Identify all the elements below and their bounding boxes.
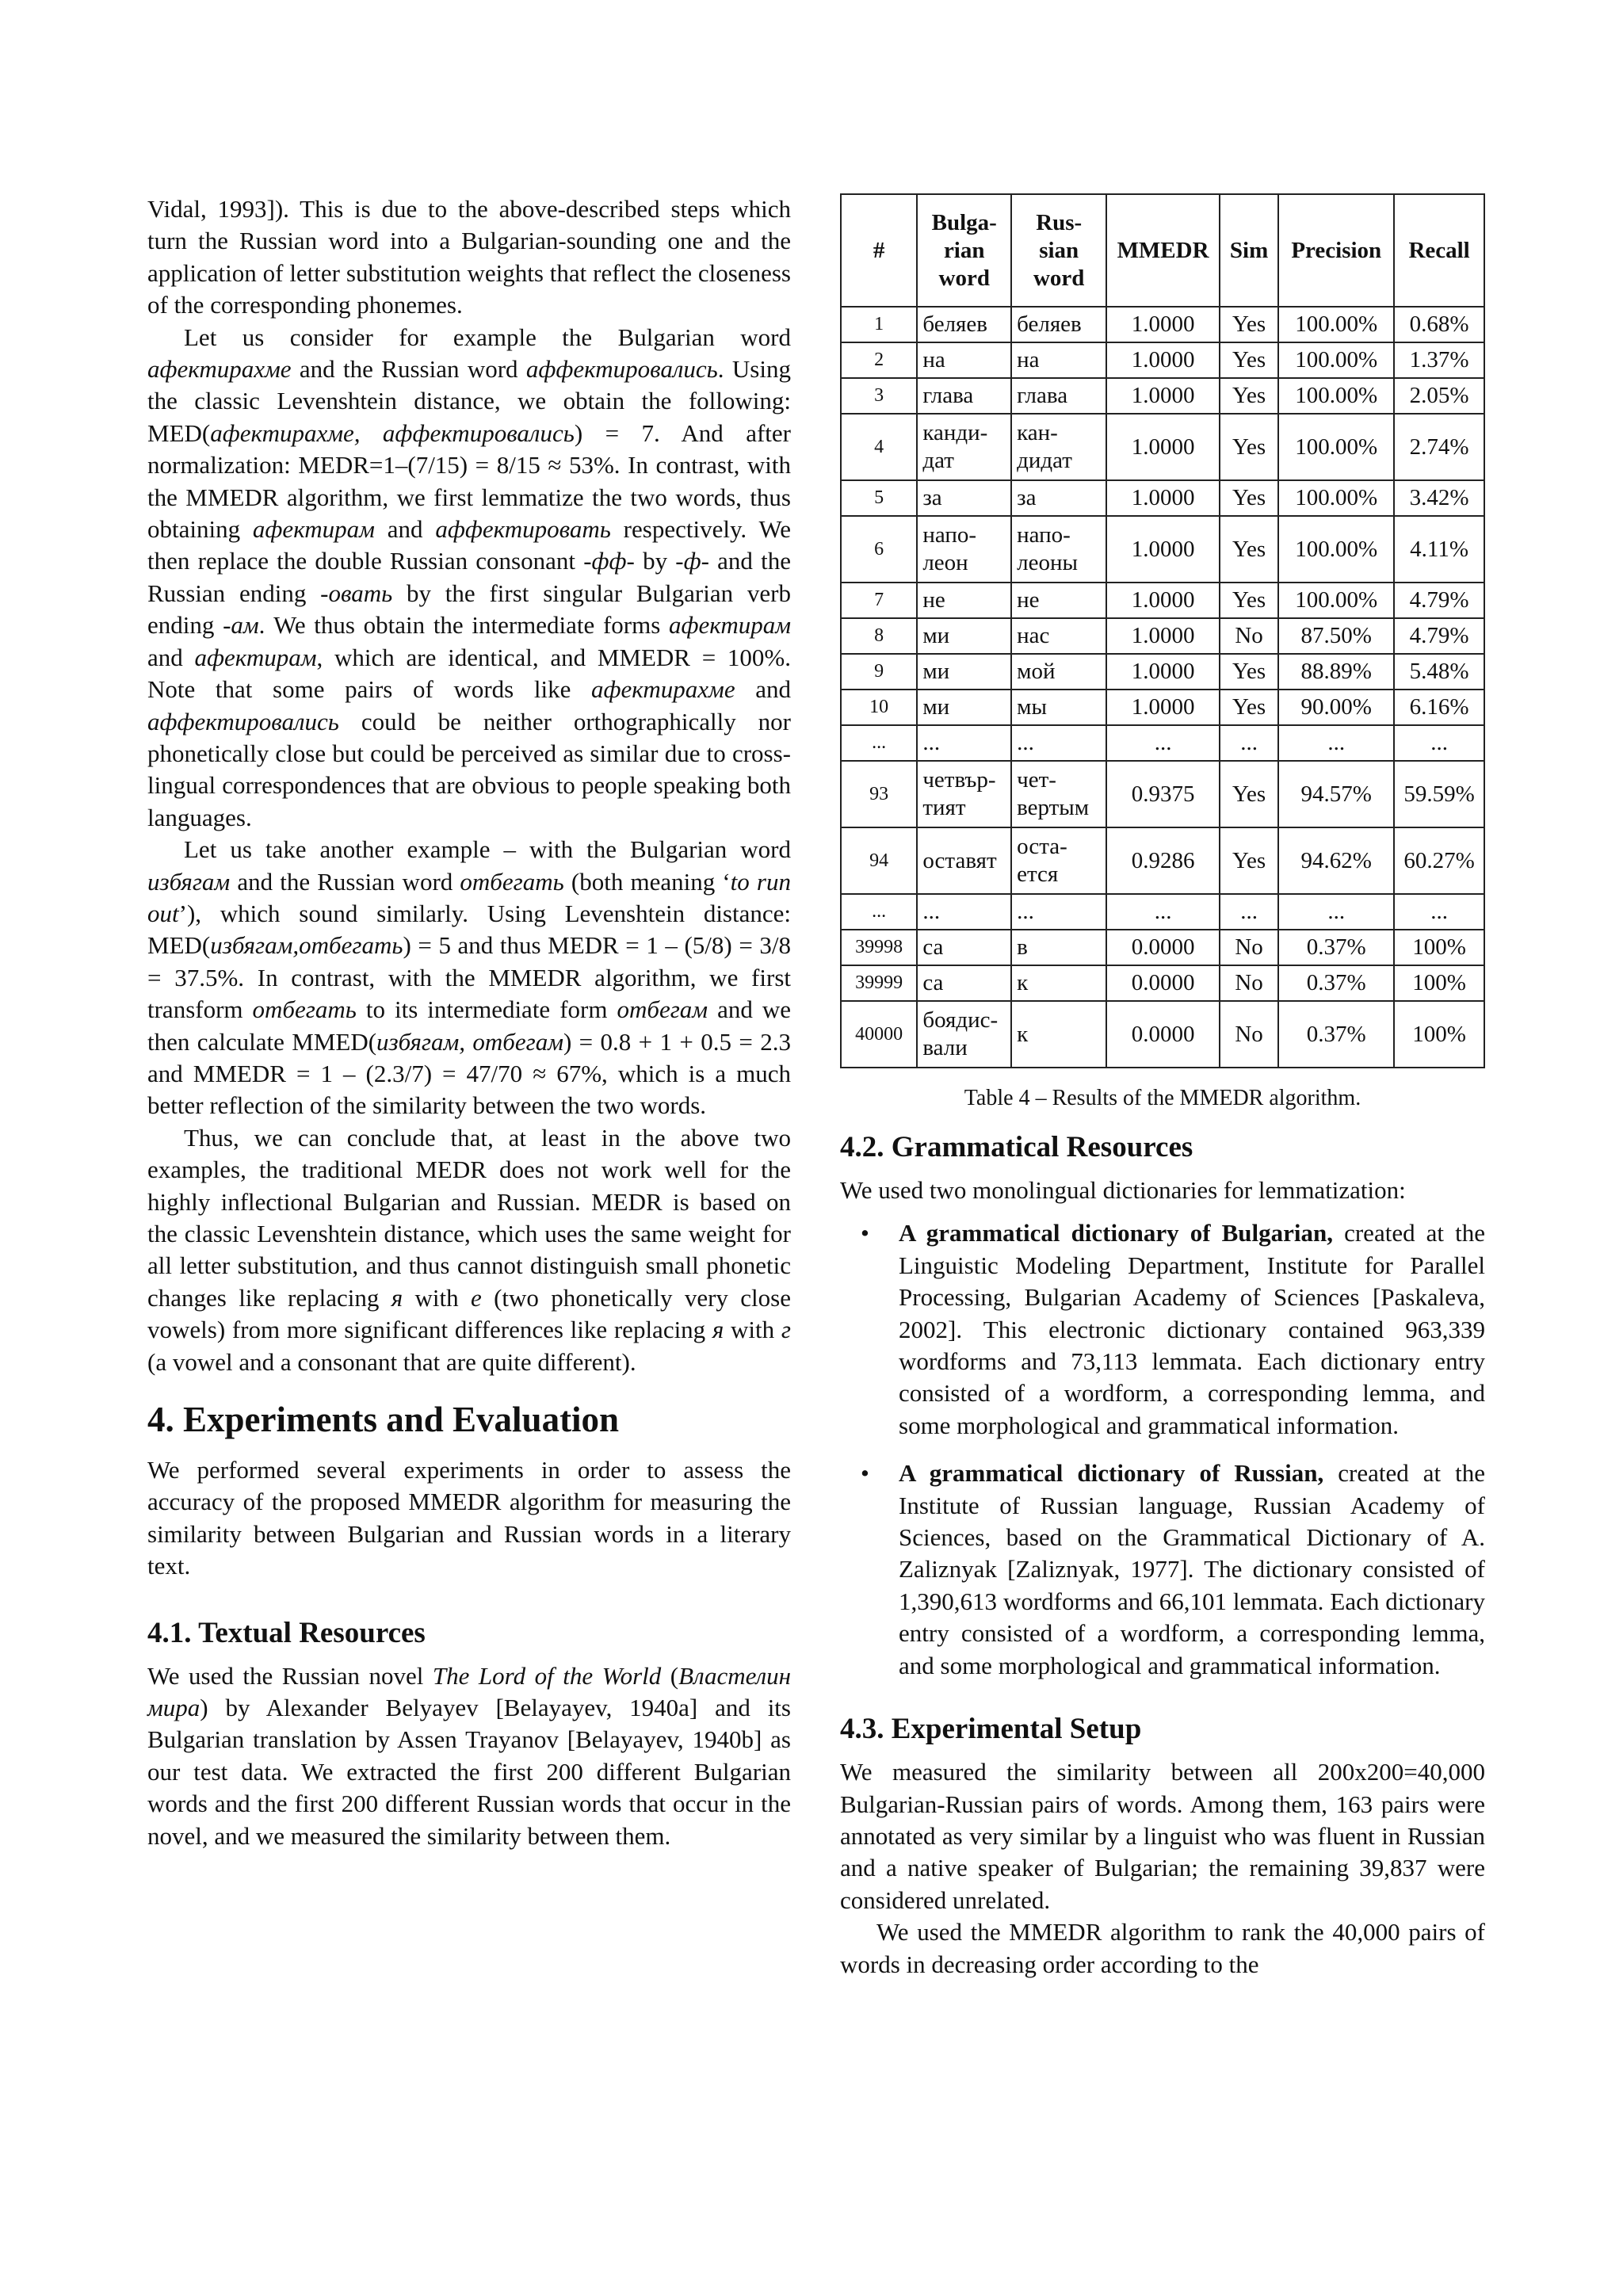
table-cell: 1	[841, 307, 917, 342]
table-cell: No	[1220, 618, 1279, 654]
table-cell: Yes	[1220, 583, 1279, 618]
table-cell: 3	[841, 378, 917, 414]
table-cell: кан-дидат	[1011, 414, 1106, 480]
paragraph-experimental-setup: We measured the similarity between all 200x200=40,000 Bulgarian-Russian pairs of words. Among them, 163 pairs were annotated as very similar by a linguist who was fluent in Russian and a native speaker of Bulgarian; the remaining 39,837 were considered unrelated.	[840, 1758, 1485, 1914]
table-cell: 0.37%	[1278, 930, 1394, 965]
table-cell: No	[1220, 930, 1279, 965]
table-row	[841, 827, 1484, 894]
table-row	[841, 307, 1484, 342]
table-cell: 6	[841, 516, 917, 583]
table-cell: за	[1011, 480, 1106, 516]
table-header-cell: Bulga-rian word	[917, 194, 1011, 307]
dictionary-list	[840, 1217, 1485, 1682]
table-cell: 1.0000	[1106, 618, 1220, 654]
table-cell: оставят	[917, 827, 1011, 894]
table-cell: Yes	[1220, 654, 1279, 690]
table-cell: 100.00%	[1278, 307, 1394, 342]
paragraph-conclusion: Thus, we can conclude that, at least in the above two examples, the traditional MEDR does not work well for the highly inflectional Bulgarian and Russian. MEDR is based on the classic Levenshtein distance, which uses the same weight for all letter substitution, and thus cannot distinguish small phonetic changes like replacing я with е (two phonetically very close vowels) from more significant differences like replacing я with г (a vowel and a consonant that are quite different).	[147, 1123, 791, 1376]
table-cell: 100.00%	[1278, 516, 1394, 583]
table-cell: 100.00%	[1278, 414, 1394, 480]
table-row	[841, 1001, 1484, 1068]
table-cell: ...	[841, 894, 917, 930]
bullet-icon: •	[861, 1219, 869, 1247]
table-cell: 39998	[841, 930, 917, 965]
table-cell: мой	[1011, 654, 1106, 690]
table-cell: ...	[1278, 894, 1394, 930]
table-cell: 4.79%	[1394, 583, 1484, 618]
table-cell: 100.00%	[1278, 480, 1394, 516]
table-header-cell: Sim	[1220, 194, 1279, 307]
table-cell: 100.00%	[1278, 583, 1394, 618]
table-cell: са	[917, 965, 1011, 1001]
table-cell: 0.0000	[1106, 965, 1220, 1001]
table-cell: 5.48%	[1394, 654, 1484, 690]
table-cell: 0.9286	[1106, 827, 1220, 894]
table-cell: 7	[841, 583, 917, 618]
paragraph-ranking: We used the MMEDR algorithm to rank the 40,000 pairs of words in decreasing order according to the	[840, 1918, 1485, 1978]
table-cell: ...	[841, 725, 917, 761]
table-cell: 40000	[841, 1001, 917, 1068]
table-cell: 60.27%	[1394, 827, 1484, 894]
table-header-cell: #	[841, 194, 917, 307]
table-cell: 100.00%	[1278, 378, 1394, 414]
table-cell: 6.16%	[1394, 690, 1484, 725]
table-cell: нас	[1011, 618, 1106, 654]
table-cell: 9	[841, 654, 917, 690]
table-row	[841, 480, 1484, 516]
paragraph-experiments: We performed several experiments in order to assess the accuracy of the proposed MMEDR algorithm for measuring the similarity between Bulgarian and Russian words in a literary text.	[147, 1456, 791, 1580]
table-cell: глава	[917, 378, 1011, 414]
table-cell: беляев	[1011, 307, 1106, 342]
table-cell: 88.89%	[1278, 654, 1394, 690]
table-row	[841, 654, 1484, 690]
table-cell: Yes	[1220, 761, 1279, 827]
table-cell: 10	[841, 690, 917, 725]
table-cell: ...	[1011, 894, 1106, 930]
table-cell: 1.0000	[1106, 307, 1220, 342]
table-cell: No	[1220, 1001, 1279, 1068]
list-item: • A grammatical dictionary of Russian, created at the Institute of Russian language, Russian Academy of Sciences, based on the Grammatical Dictionary of A. Zaliznyak [Zaliznyak, 1977]. The dictionary consisted of 1,390,613 wordforms and 66,101 lemmata. Each dictionary entry consisted of a wordform, a corresponding lemma, and some morphological and grammatical information.	[861, 1459, 1486, 1679]
table-cell: ми	[917, 654, 1011, 690]
table-cell: глава	[1011, 378, 1106, 414]
table-row	[841, 761, 1484, 827]
table-cell: ...	[1220, 725, 1279, 761]
bullet-icon: •	[861, 1459, 869, 1488]
table-header-row	[841, 194, 1484, 307]
table-cell: 1.0000	[1106, 583, 1220, 618]
table-cell: 4	[841, 414, 917, 480]
table-row	[841, 930, 1484, 965]
table-cell: 0.0000	[1106, 1001, 1220, 1068]
table-cell: 8	[841, 618, 917, 654]
table-cell: ...	[917, 725, 1011, 761]
table-cell: на	[917, 342, 1011, 378]
table-row	[841, 965, 1484, 1001]
table-cell: 39999	[841, 965, 917, 1001]
table-header-cell: MMEDR	[1106, 194, 1220, 307]
table-cell: 1.0000	[1106, 480, 1220, 516]
table-cell: чет-вертым	[1011, 761, 1106, 827]
table-cell: ...	[1220, 894, 1279, 930]
table-cell: 100%	[1394, 1001, 1484, 1068]
table-cell: Yes	[1220, 378, 1279, 414]
table-row	[841, 342, 1484, 378]
table-row	[841, 516, 1484, 583]
table-cell: к	[1011, 965, 1106, 1001]
table-cell: 94	[841, 827, 917, 894]
table-cell: 1.0000	[1106, 690, 1220, 725]
table-cell: в	[1011, 930, 1106, 965]
table-cell: 0.9375	[1106, 761, 1220, 827]
table-cell: боядис-вали	[917, 1001, 1011, 1068]
table-cell: на	[1011, 342, 1106, 378]
table-cell: 59.59%	[1394, 761, 1484, 827]
paragraph-example-1: Let us consider for example the Bulgarian word афектирахме and the Russian word аффектировались. Using the classic Levenshtein distance, we obtain the following: MED(афектирахме, аффектировались) = 7. And after normalization: MEDR=1–(7/15) = 8/15 ≈ 53%. In contrast, with the MMEDR algorithm, we first lemmatize the two words, thus obtaining афектирам and аффектировать respectively. We then replace the double Russian consonant -фф- by -ф- and the Russian ending -овать by the first singular Bulgarian verb ending -ам. We thus obtain the intermediate forms афектирам and афектирам, which are identical, and MMEDR = 100%. Note that some pairs of words like афектирахме and аффектировались could be neither orthographically nor phonetically close but could be perceived as similar due to cross-lingual correspondences that are obvious to people speaking both languages.	[147, 323, 792, 831]
table-cell: беляев	[917, 307, 1011, 342]
table-cell: 100.00%	[1278, 342, 1394, 378]
table-cell: 2.05%	[1394, 378, 1484, 414]
table-header-cell: Rus-sian word	[1011, 194, 1106, 307]
table-cell: не	[917, 583, 1011, 618]
paragraph-continuation: Vidal, 1993]). This is due to the above-described steps which turn the Russian word into a Bulgarian-sounding one and the application of letter substitution weights that reflect the closeness of the corresponding phonemes.	[147, 195, 791, 319]
table-cell: ми	[917, 618, 1011, 654]
table-cell: Yes	[1220, 342, 1279, 378]
table-cell: Yes	[1220, 516, 1279, 583]
table-cell: Yes	[1220, 690, 1279, 725]
table-cell: 5	[841, 480, 917, 516]
table-cell: 0.68%	[1394, 307, 1484, 342]
table-cell: 93	[841, 761, 917, 827]
table-row	[841, 414, 1484, 480]
table-cell: четвър-тият	[917, 761, 1011, 827]
table-cell: 1.0000	[1106, 654, 1220, 690]
table-cell: 94.62%	[1278, 827, 1394, 894]
table-cell: ...	[917, 894, 1011, 930]
table-cell: 1.0000	[1106, 414, 1220, 480]
table-cell: 0.37%	[1278, 1001, 1394, 1068]
table-cell: ...	[1106, 725, 1220, 761]
table-cell: 2.74%	[1394, 414, 1484, 480]
table-cell: ...	[1106, 894, 1220, 930]
table-cell: ...	[1394, 894, 1484, 930]
list-item: • A grammatical dictionary of Bulgarian, created at the Linguistic Modeling Department, Institute for Parallel Processing, Bulgarian Academy of Sciences [Paskaleva, 2002]. This electronic dictionary contained 963,339 wordforms and 73,113 lemmata. Each dictionary entry consisted of a wordform, a corresponding lemma, and some morphological and grammatical information.	[861, 1219, 1486, 1439]
table-cell: 0.37%	[1278, 965, 1394, 1001]
table-cell: за	[917, 480, 1011, 516]
results-table	[840, 193, 1485, 1068]
table-caption: Table 4 – Results of the MMEDR algorithm.	[964, 1086, 1361, 1110]
table-row	[841, 690, 1484, 725]
table-row	[841, 618, 1484, 654]
table-cell: са	[917, 930, 1011, 965]
table-cell: к	[1011, 1001, 1106, 1068]
section-heading-4-3: 4.3. Experimental Setup	[840, 1713, 1142, 1746]
table-cell: 4.79%	[1394, 618, 1484, 654]
table-cell: Yes	[1220, 827, 1279, 894]
table-cell: Yes	[1220, 307, 1279, 342]
table-header-cell: Precision	[1278, 194, 1394, 307]
table-cell: 4.11%	[1394, 516, 1484, 583]
table-row	[841, 725, 1484, 761]
table-cell: ...	[1278, 725, 1394, 761]
table-cell: 94.57%	[1278, 761, 1394, 827]
table-block	[840, 193, 1485, 1114]
table-row	[841, 583, 1484, 618]
table-cell: 2	[841, 342, 917, 378]
table-cell: ми	[917, 690, 1011, 725]
table-cell: 100%	[1394, 930, 1484, 965]
table-cell: 100%	[1394, 965, 1484, 1001]
section-heading-4-1: 4.1. Textual Resources	[147, 1616, 426, 1649]
table-cell: 3.42%	[1394, 480, 1484, 516]
table-cell: напо-леон	[917, 516, 1011, 583]
table-cell: 1.37%	[1394, 342, 1484, 378]
table-row	[841, 378, 1484, 414]
table-cell: No	[1220, 965, 1279, 1001]
table-cell: канди-дат	[917, 414, 1011, 480]
table-cell: ...	[1394, 725, 1484, 761]
section-heading-4-2: 4.2. Grammatical Resources	[840, 1131, 1193, 1163]
table-cell: ...	[1011, 725, 1106, 761]
table-cell: мы	[1011, 690, 1106, 725]
paragraph-dictionaries-intro: We used two monolingual dictionaries for lemmatization:	[840, 1176, 1406, 1204]
table-cell: 1.0000	[1106, 342, 1220, 378]
table-cell: не	[1011, 583, 1106, 618]
table-cell: оста-ется	[1011, 827, 1106, 894]
section-heading-4: 4. Experiments and Evaluation	[147, 1400, 620, 1440]
table-cell: Yes	[1220, 414, 1279, 480]
table-cell: 90.00%	[1278, 690, 1394, 725]
paragraph-example-2: Let us take another example – with the Bulgarian word избягам and the Russian word отбегать (both meaning ‘to run out’), which sound similarly. Using Levenshtein distance: MED(избягам,отбегать) = 5 and thus MEDR = 1 – (5/8) = 3/8 = 37.5%. In contrast, with the MMEDR algorithm, we first transform отбегать to its intermediate form отбегам and we then calculate MMED(избягам, отбегам) = 0.8 + 1 + 0.5 = 2.3 and MMEDR = 1 – (2.3/7) = 47/70 ≈ 67%, which is a much better reflection of the similarity between the two words.	[147, 835, 792, 1120]
table-cell: Yes	[1220, 480, 1279, 516]
table-cell: напо-леоны	[1011, 516, 1106, 583]
paragraph-textual-resources: We used the Russian novel The Lord of the World (Властелин мира) by Alexander Belyayev [Belayayev, 1940a] and its Bulgarian translation by Assen Trayanov [Belayayev, 1940b] as our test data. We extracted the first 200 different Bulgarian words and the first 200 different Russian words that occur in the novel, and we measured the similarity between them.	[147, 1661, 792, 1850]
table-cell: 0.0000	[1106, 930, 1220, 965]
table-cell: 1.0000	[1106, 378, 1220, 414]
table-header-cell: Recall	[1394, 194, 1484, 307]
left-column	[147, 193, 791, 1852]
table-row	[841, 894, 1484, 930]
table-cell: 1.0000	[1106, 516, 1220, 583]
right-column	[840, 1130, 1485, 1981]
table-cell: 87.50%	[1278, 618, 1394, 654]
